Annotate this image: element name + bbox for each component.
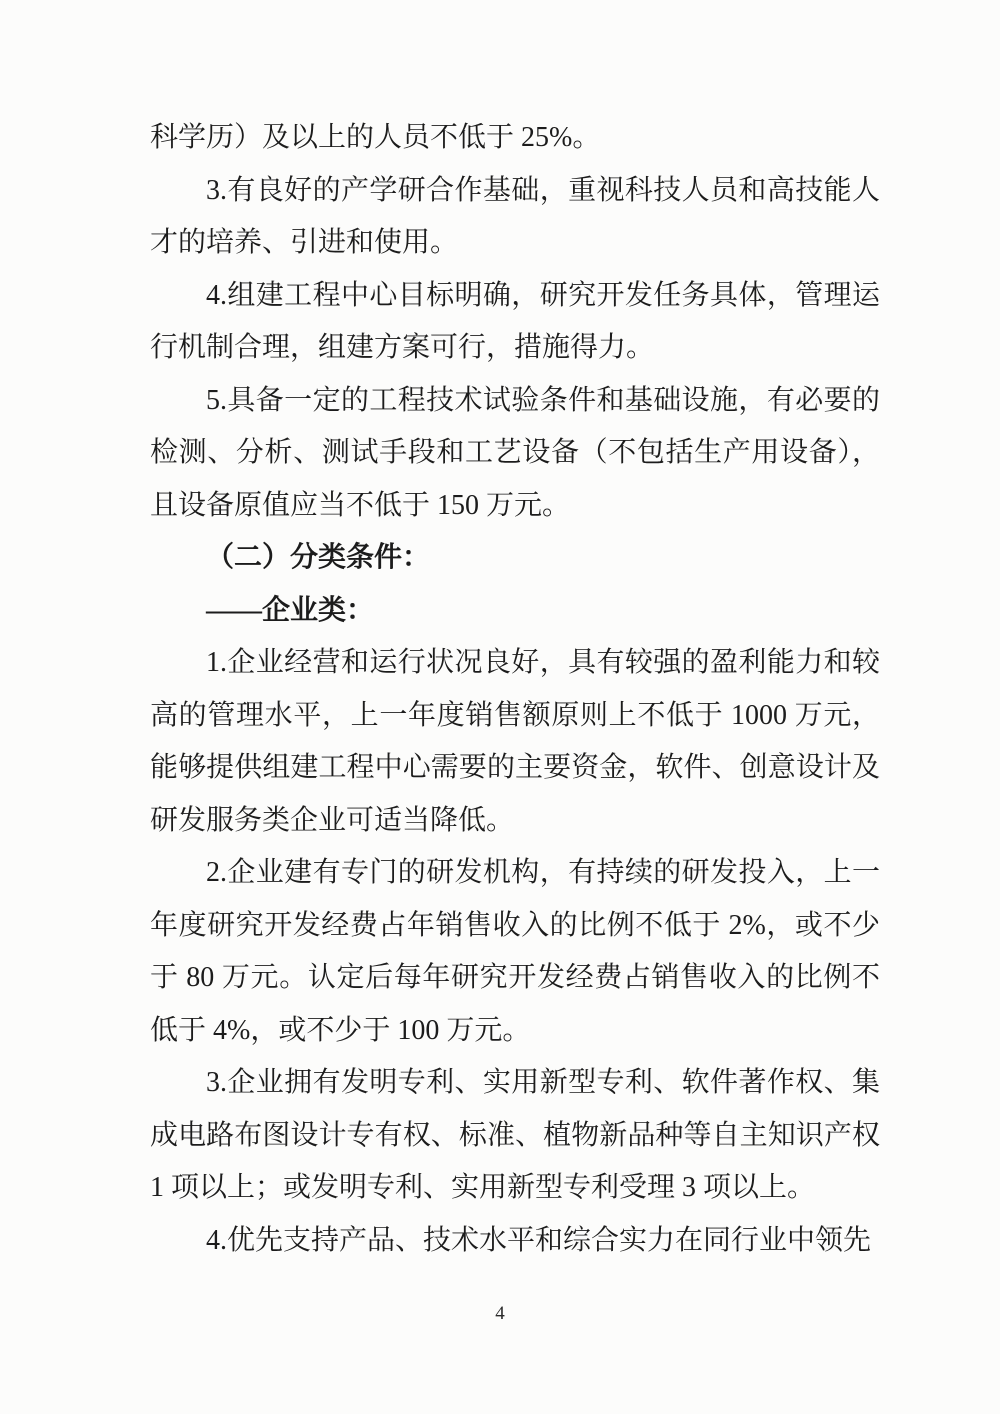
paragraph: 4.优先支持产品、技术水平和综合实力在同行业中领先 (206, 1224, 872, 1256)
paragraph: 科学历）及以上的人员不低于 25%。 (150, 122, 601, 153)
paragraph: 5.具备一定的工程技术试验条件和基础设施，有必要的检测、分析、测试手段和工艺设备（不包括生产用设备），且设备原值应当不低于 150 万元。 (150, 384, 880, 521)
page-number: 4 (495, 1303, 505, 1324)
document-body (150, 112, 880, 1267)
paragraph: 1.企业经营和运行状况良好，具有较强的盈利能力和较高的管理水平，上一年度销售额原则上不低于 1000 万元，能够提供组建工程中心需要的主要资金，软件、创意设计及研发服务类企业可适当降低。 (150, 647, 880, 836)
paragraph: 3.企业拥有发明专利、实用新型专利、软件著作权、集成电路布图设计专有权、标准、植物新品种等自主知识产权 1 项以上；或发明专利、实用新型专利受理 3 项以上。 (150, 1067, 880, 1203)
section-heading: ——企业类： (206, 594, 375, 626)
paragraph: 2.企业建有专门的研发机构，有持续的研发投入，上一年度研究开发经费占年销售收入的比例不低于 2%，或不少于 80 万元。认定后每年研究开发经费占销售收入的比例不低于 4%，或不少于 100 万元。 (150, 857, 880, 1046)
section-heading: （二）分类条件： (206, 542, 431, 573)
paragraph: 4.组建工程中心目标明确，研究开发任务具体，管理运行机制合理，组建方案可行，措施得力。 (150, 279, 880, 363)
paragraph: 3.有良好的产学研合作基础，重视科技人员和高技能人才的培养、引进和使用。 (150, 174, 880, 258)
